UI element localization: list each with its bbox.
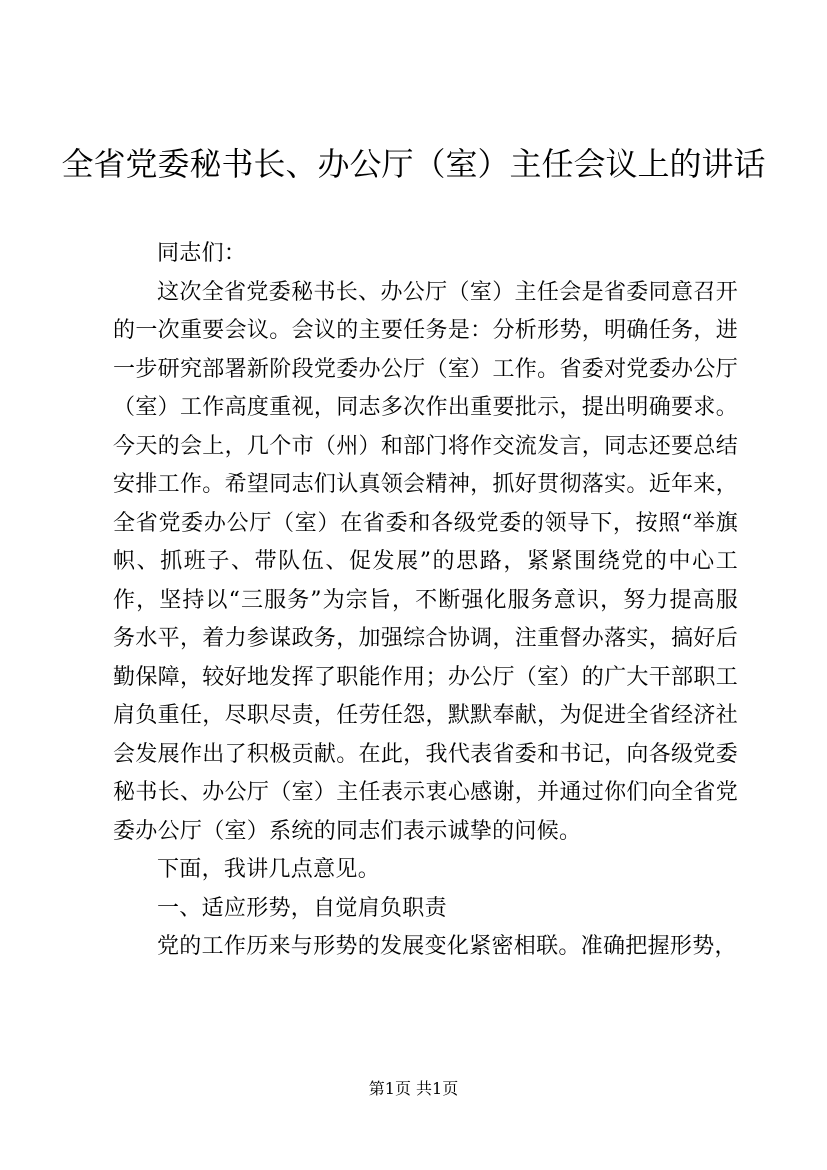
paragraph-transition: 下面，我讲几点意见。: [157, 857, 381, 882]
paragraph-salutation: 同志们：: [157, 241, 247, 266]
page-footer: 第1页 共1页: [368, 1079, 459, 1098]
paragraph-opening: 这次全省党委秘书长、办公厅（室）主任会是省委同意召开的一次重要会议。会议的主要任务是：分析形势，明确任务，进一步研究部署新阶段党委办公厅（室）工作。省委对党委办公厅（室）工作高度重视，同志多次作出重要批示，提出明确要求。今天的会上，几个市（州）和部门将作交流发言，同志还要总结安排工作。希望同志们认真领会精神，抓好贯彻落实。近年来，全省党委办公厅（室）在省委和各级党委的领导下，按照“举旗帜、抓班子、带队伍、促发展”的思路，紧紧围绕党的中心工作，坚持以“三服务”为宗旨，不断强化服务意识，努力提高服务水平，着力参谋政务，加强综合协调，注重督办落实，搞好后勤保障，较好地发挥了职能作用；办公厅（室）的广大干部职工肩负重任，尽职尽责，任劳任怨，默默奉献，为促进全省经济社会发展作出了积极贡献。在此，我代表省委和书记，向各级党委秘书长、办公厅（室）主任表示衷心感谢，并通过你们向全省党委办公厅（室）系统的同志们表示诚挚的问候。: [113, 279, 738, 844]
paragraph-section-1: 党的工作历来与形势的发展变化紧密相联。准确把握形势，: [157, 934, 737, 959]
section-heading-1: 一、适应形势，自觉肩负职责: [157, 895, 447, 921]
document-body: [113, 235, 738, 967]
document-title: 全省党委秘书长、办公厅（室）主任会议上的讲话: [61, 145, 766, 183]
